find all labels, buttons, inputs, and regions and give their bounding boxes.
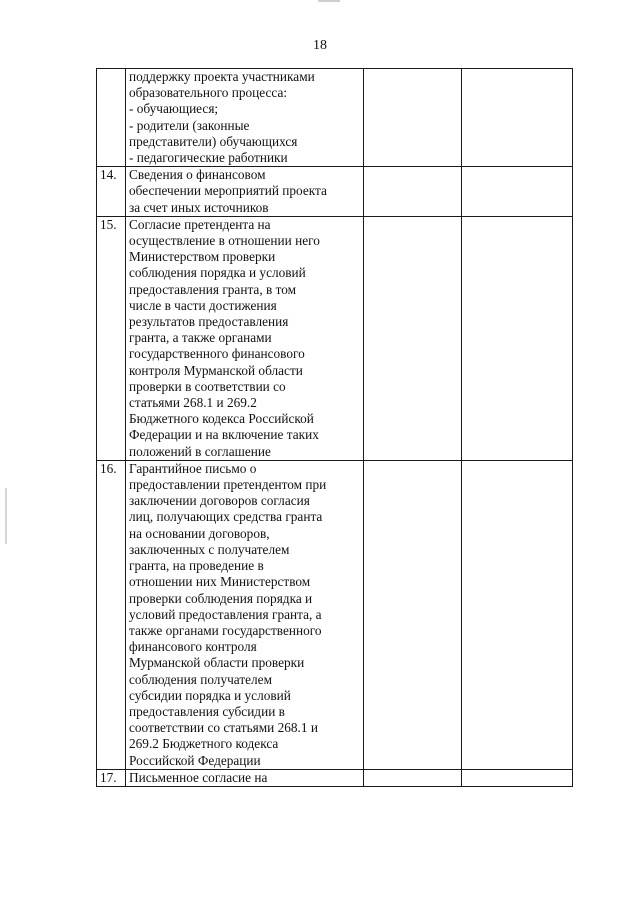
description-line: обеспечении мероприятий проекта [129, 183, 327, 199]
table-row [97, 769, 573, 786]
table-row [97, 216, 573, 460]
empty-cell [364, 460, 462, 769]
description-line: Министерством проверки [129, 249, 276, 265]
table-row [97, 69, 573, 167]
table-row [97, 167, 573, 217]
description-line: поддержку проекта участниками [129, 69, 315, 84]
description-line: условий предоставления гранта, а [129, 606, 322, 622]
description-line: также органами государственного [129, 622, 322, 638]
description-line: представители) обучающихся [129, 133, 298, 149]
description-line: Мурманской области проверки [129, 655, 305, 671]
description-line: субсидии порядка и условий [129, 687, 291, 703]
description-line: соблюдения порядка и условий [129, 265, 306, 281]
description-line: проверки в соответствии со [129, 378, 286, 394]
description-line: положений в соглашение [129, 443, 271, 459]
description-line: предоставлении претендентом при [129, 477, 327, 493]
empty-cell [462, 216, 573, 460]
description-line: лиц, получающих средства гранта [129, 509, 323, 525]
description-line: заключении договоров согласия [129, 493, 310, 509]
row-description [126, 460, 364, 769]
description-line: заключенных с получателем [129, 541, 290, 557]
description-line: государственного финансового [129, 346, 305, 362]
description-line: Бюджетного кодекса Российской [129, 411, 314, 427]
row-description [126, 167, 364, 217]
description-line: Российской Федерации [129, 752, 261, 768]
description-line: Сведения о финансовом [129, 167, 266, 183]
description-line: гранта, а также органами [129, 330, 272, 346]
description-line: проверки соблюдения порядка и [129, 590, 313, 606]
description-line: статьями 268.1 и 269.2 [129, 395, 257, 411]
description-line: на основании договоров, [129, 525, 270, 541]
empty-cell [462, 69, 573, 167]
description-line: гранта, на проведение в [129, 558, 264, 574]
row-number: 16. [97, 460, 126, 769]
row-number [97, 69, 126, 167]
page-number: 18 [313, 38, 327, 53]
description-line: - обучающиеся; [129, 101, 219, 117]
row-number: 17. [97, 769, 126, 786]
description-line: 269.2 Бюджетного кодекса [129, 736, 279, 752]
empty-cell [364, 69, 462, 167]
empty-cell [364, 167, 462, 217]
empty-cell [462, 460, 573, 769]
description-line: - родители (законные [129, 117, 250, 133]
row-description [126, 69, 364, 167]
table-row [97, 460, 573, 769]
description-line: предоставления гранта, в том [129, 281, 297, 297]
description-line: осуществление в отношении него [129, 233, 320, 249]
description-line: - педагогические работники [129, 150, 288, 166]
description-line: финансового контроля [129, 639, 257, 655]
description-line: Согласие претендента на [129, 216, 271, 232]
description-line: соблюдения получателем [129, 671, 272, 687]
description-line: результатов предоставления [129, 314, 289, 330]
description-line: соответствии со статьями 268.1 и [129, 720, 318, 736]
description-line: Письменное согласие на [129, 769, 268, 785]
empty-cell [364, 769, 462, 786]
scan-artifact-left [5, 488, 7, 544]
scan-artifact-top [318, 0, 340, 2]
empty-cell [364, 216, 462, 460]
document-table [96, 68, 573, 787]
description-line: контроля Мурманской области [129, 362, 303, 378]
description-line: Гарантийное письмо о [129, 460, 257, 476]
description-line: Федерации и на включение таких [129, 427, 319, 443]
description-line: за счет иных источников [129, 199, 269, 215]
row-description [126, 769, 364, 786]
row-number: 15. [97, 216, 126, 460]
description-line: числе в части достижения [129, 297, 277, 313]
description-line: отношении них Министерством [129, 574, 311, 590]
empty-cell [462, 167, 573, 217]
row-description [126, 216, 364, 460]
empty-cell [462, 769, 573, 786]
description-line: предоставления субсидии в [129, 703, 285, 719]
description-line: образовательного процесса: [129, 85, 288, 101]
row-number: 14. [97, 167, 126, 217]
